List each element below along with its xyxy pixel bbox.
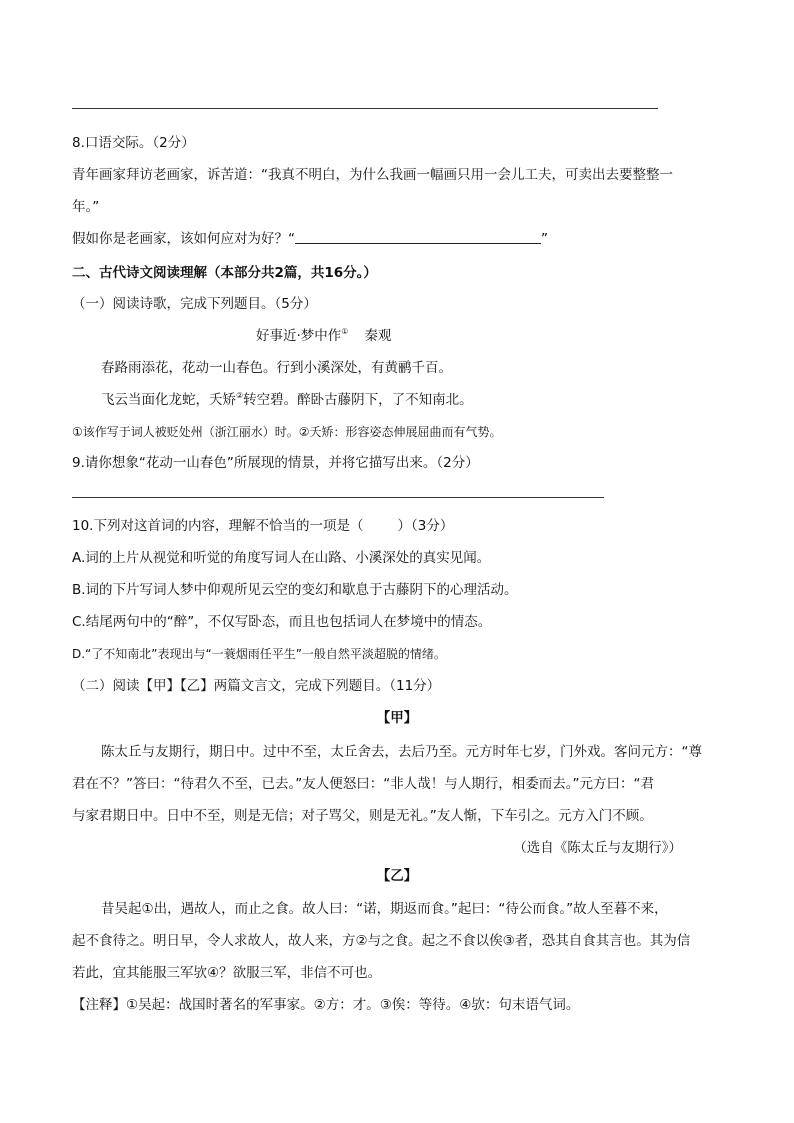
- poem-title-row: [256, 326, 391, 346]
- part1-heading: （一）阅读诗歌，完成下列题目。（5分）: [72, 296, 317, 312]
- poem-line2: [101, 390, 473, 410]
- poem-line1: 春路雨添花，花动一山春色。行到小溪深处，有黄鹂千百。: [101, 360, 452, 376]
- poem-title: 好事近·梦中作: [256, 328, 342, 344]
- q8-prompt-close-quote: ”: [541, 231, 548, 247]
- q10-option-c: C.结尾两句中的“醉”，不仅写卧态，而且也包括词人在梦境中的情态。: [72, 614, 492, 630]
- q8-answer-blank[interactable]: [295, 230, 541, 244]
- q10-stem-text: 10.下列对这首词的内容，理解不恰当的一项是（: [72, 518, 364, 534]
- q10-option-b: B.词的下片写词人梦中仰观所见云空的变幻和歇息于古藤阴下的心理活动。: [72, 582, 518, 598]
- poem-notes: ①该作写于词人被贬处州（浙江丽水）时。②夭矫：形容姿态伸展屈曲而有气势。: [72, 425, 502, 439]
- yi-notes: 【注释】①吴起：战国时著名的军事家。②方：才。③俟：等待。④欤：句末语气词。: [72, 997, 580, 1013]
- jia-line2: 君在不？”答曰：“待君久不至，已去。”友人便怒曰：“非人哉！与人期行，相委而去。”元方曰：“君: [72, 776, 654, 792]
- q10-stem: [72, 516, 453, 536]
- q8-prompt: [72, 229, 548, 249]
- poem-author: 秦观: [364, 328, 392, 344]
- jia-source: （选自《陈太丘与友期行》）: [513, 840, 682, 856]
- q8-paragraph-line2: 年。”: [72, 199, 100, 215]
- q8-paragraph-line1: 青年画家拜访老画家，诉苦道：“我真不明白，为什么我画一幅画只用一会儿工夫，可卖出去要整整一: [72, 167, 673, 183]
- jia-line3: 与家君期日中。日中不至，则是无信；对子骂父，则是无礼。”友人惭，下车引之。元方入门不顾。: [72, 808, 653, 824]
- poem-line2-part2: 转空碧。醉卧古藤阴下，了不知南北。: [243, 392, 473, 408]
- part2-heading: （二）阅读【甲】【乙】两篇文言文，完成下列题目。（11分）: [72, 678, 441, 694]
- q8-title: 8.口语交际。（2分）: [72, 135, 195, 151]
- q10-stem-score: ）（3分）: [397, 518, 454, 534]
- q10-option-a: A.词的上片从视觉和听觉的角度写词人在山路、小溪深处的真实见闻。: [72, 550, 491, 566]
- poem-title-note-mark: ①: [341, 327, 349, 336]
- jia-title: 【甲】: [376, 710, 418, 726]
- q9-text: 9.请你想象“花动一山春色”所展现的情景，并将它描写出来。（2分）: [72, 455, 479, 471]
- poem-line2-part1: 飞云当面化龙蛇，夭矫: [101, 392, 236, 408]
- section2-heading: 二、古代诗文阅读理解（本部分共2篇，共16分。）: [72, 265, 377, 281]
- jia-line1: 陈太丘与友期行，期日中。过中不至，太丘舍去，去后乃至。元方时年七岁，门外戏。客问元方：“尊: [101, 744, 702, 760]
- yi-title: 【乙】: [376, 868, 418, 884]
- yi-line2: 起不食待之。明日早，令人求故人，故人来，方②与之食。起之不食以俟③者，恐其自食其言也。其为信: [72, 933, 691, 949]
- q8-prompt-text: 假如你是老画家，该如何应对为好？“: [72, 231, 295, 247]
- yi-line1: 昔吴起①出，遇故人，而止之食。故人曰：“诺，期返而食。”起曰：“待公而食。”故人至暮不来，: [101, 901, 668, 917]
- q9-answer-line[interactable]: [72, 497, 604, 498]
- yi-line3: 若此，宜其能服三军欤④？欲服三军，非信不可也。: [72, 965, 382, 981]
- top-answer-line: [72, 108, 658, 109]
- poem-line2-note-mark: ②: [236, 391, 244, 400]
- q10-option-d: D.“了不知南北”表现出与“一蓑烟雨任平生”一般自然平淡超脱的情绪。: [72, 647, 446, 661]
